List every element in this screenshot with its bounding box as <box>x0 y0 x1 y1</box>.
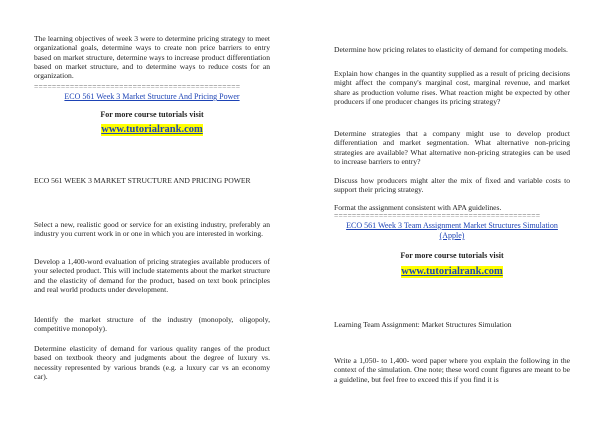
more-tutorials-text: For more course tutorials visit <box>400 251 504 260</box>
paragraph-quantity-supplied: Explain how changes in the quantity supplied as a result of pricing decisions might affect the company's marginal cost, marginal revenue, and market share as production volume rises. What reaction might be expected by other producers if one producer changes its pricing strategy? <box>334 69 570 106</box>
paragraph-write-paper: Write a 1,050- to 1,400- word paper where you explain the following in the context of the simulation. One note; these word count figures are meant to be a guideline, but feel free to exceed this if you find it is <box>334 356 570 384</box>
assignment-heading: ECO 561 WEEK 3 MARKET STRUCTURE AND PRICING POWER <box>34 176 251 185</box>
paragraph-apa-format: Format the assignment consistent with APA guidelines. <box>334 203 502 212</box>
paragraph-pricing-elasticity: Determine how pricing relates to elasticity of demand for competing models. <box>334 45 568 54</box>
paragraph-fixed-variable-costs: Discuss how producers might alter the mix of fixed and variable costs to support their pricing strategy. <box>334 176 570 195</box>
divider: ============================================== <box>334 212 541 220</box>
divider: ============================================== <box>34 83 241 91</box>
site-link[interactable]: www.tutorialrank.com <box>401 266 503 277</box>
paragraph-select-product: Select a new, realistic good or service for an existing industry, preferably an industry you current work in or one in which you are interested in working. <box>34 220 270 239</box>
course-link-simulation[interactable]: ECO 561 Week 3 Team Assignment Market Structures Simulation (Apple) <box>346 221 558 240</box>
paragraph-elasticity: Determine elasticity of demand for various quality ranges of the product based on textbook theory and judgments about the degree of luxury vs. necessity represented by various brands (e.g. a luxury car vs an economy car). <box>34 344 270 381</box>
team-assignment-heading: Learning Team Assignment: Market Structures Simulation <box>334 320 512 329</box>
site-link[interactable]: www.tutorialrank.com <box>101 124 203 135</box>
course-link-market-structure[interactable]: ECO 561 Week 3 Market Structure And Pricing Power <box>64 92 240 101</box>
paragraph-differentiation: Determine strategies that a company might use to develop product differentiation and market segmentation. What alternative non-pricing strategies are available? What alternative non-pricing strategies can be used to increase barriers to entry? <box>334 129 570 166</box>
intro-paragraph: The learning objectives of week 3 were to determine pricing strategy to meet organizational goals, determine ways to create non price barriers to entry based on market structure, determine ways to increase product differentiation based on market structure, and to determine ways to reduce costs for an organization. <box>34 34 270 81</box>
paragraph-develop-evaluation: Develop a 1,400-word evaluation of pricing strategies available producers of your selected product. This will include statements about the market structure and the elasticity of demand for the product, based on text book principles and real world products under development. <box>34 257 270 294</box>
right-page <box>334 0 570 424</box>
left-page <box>34 0 270 424</box>
paragraph-market-structure: Identify the market structure of the industry (monopoly, oligopoly, competitive monopoly). <box>34 315 270 334</box>
more-tutorials-text: For more course tutorials visit <box>100 110 204 119</box>
